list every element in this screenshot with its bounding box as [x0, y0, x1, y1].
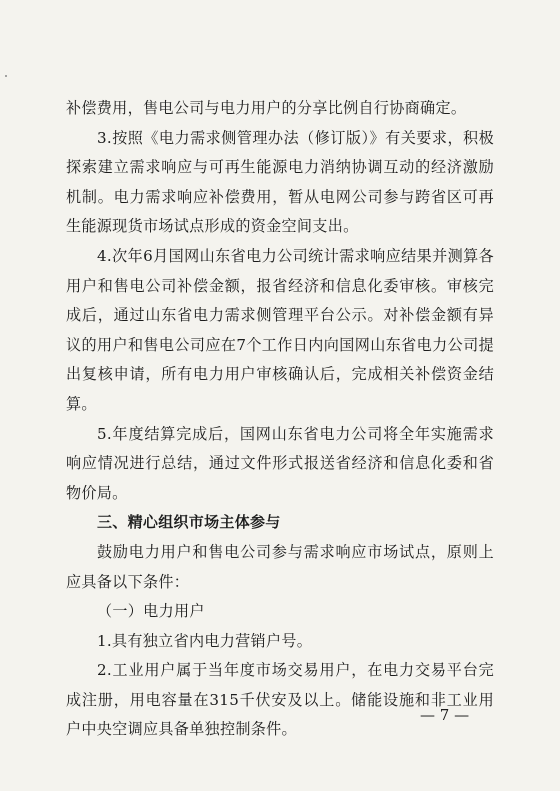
scan-speck [5, 75, 7, 77]
paragraph-item-5: 5.年度结算完成后，国网山东省电力公司将全年实施需求响应情况进行总结，通过文件形式报送省经济和信息化委和省物价局。 [66, 424, 494, 502]
paragraph-item-4: 4.次年6月国网山东省电力公司统计需求响应结果并测算各用户和售电公司补偿金额，报省经济和信息化委审核。审核完成后，通过山东省电力需求侧管理平台公示。对补偿金额有异议的用户和售电公司应在7个工作日内向国网山东省电力公司提出复核申请，所有电力用户审核确认后，完成相关补偿资金结算。 [66, 246, 494, 413]
paragraph-item-3: 3.按照《电力需求侧管理办法（修订版）》有关要求，积极探索建立需求响应与可再生能源电力消纳协调互动的经济激励机制。电力需求响应补偿费用，暂从电网公司参与跨省区可再生能源现货市场试点形成的资金空间支出。 [66, 128, 494, 236]
document-body [66, 94, 494, 745]
list-item: 2.工业用户属于当年度市场交易用户，在电力交易平台完成注册，用电容量在315千伏安及以上。储能设施和非工业用户中央空调应具备单独控制条件。 [66, 661, 494, 739]
section-intro: 鼓励电力用户和售电公司参与需求响应市场试点，原则上应具备以下条件： [66, 542, 494, 591]
subsection-heading: （一）电力用户 [97, 602, 205, 621]
section-heading: 三、精心组织市场主体参与 [97, 513, 281, 532]
list-item: 1.具有独立省内电力营销户号。 [97, 631, 313, 650]
paragraph-continuation: 补偿费用，售电公司与电力用户的分享比例自行协商确定。 [66, 99, 467, 117]
page-number: — 7 — [420, 706, 470, 724]
